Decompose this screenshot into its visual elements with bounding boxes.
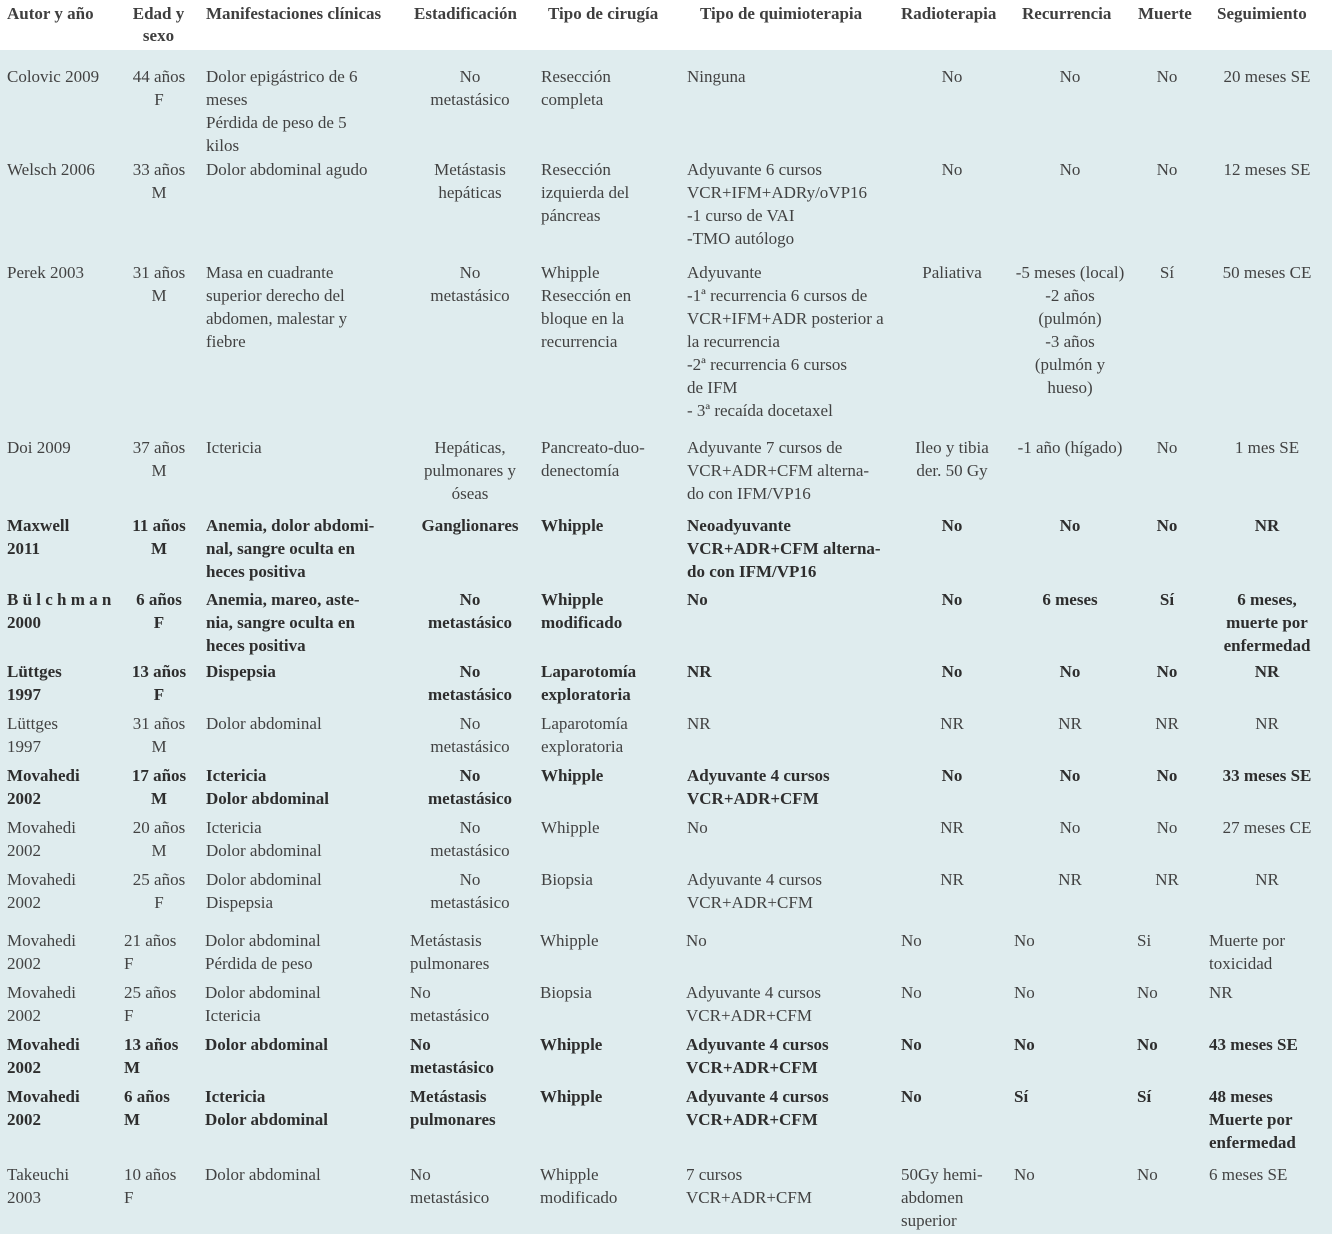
cell-edad: 11 años M — [132, 516, 186, 558]
cell-estadificacion: No metastásico — [430, 870, 510, 912]
cell-seguimiento: 20 meses SE — [1223, 67, 1311, 86]
cell-radioterapia: NR — [940, 818, 964, 837]
cell-manifestaciones: Ictericia Dolor abdominal — [206, 818, 322, 860]
cell-estadificacion: No metastásico — [430, 714, 510, 756]
cell-estadificacion: No metastásico — [410, 983, 490, 1025]
cell-recurrencia: NR — [1058, 714, 1082, 733]
cell-muerte: NR — [1155, 870, 1179, 889]
cell-muerte: No — [1156, 766, 1178, 785]
cell-quimioterapia: NR — [687, 714, 711, 733]
cell-estadificacion: No metastásico — [410, 1035, 495, 1077]
cell-radioterapia: 50Gy hemi- abdomen superior — [901, 1165, 983, 1230]
cell-edad: 25 años F — [124, 983, 177, 1025]
cell-estadificacion: Hepáticas, pulmonares y óseas — [423, 438, 517, 503]
cell-radioterapia: No — [941, 766, 963, 785]
cell-cirugia: Whipple — [541, 818, 600, 837]
cell-quimioterapia: Adyuvante 6 cursos VCR+IFM+ADRy/oVP16 -1 curso de VAI -TMO autólogo — [687, 160, 868, 248]
cell-manifestaciones: Dolor abdominal — [205, 1165, 321, 1184]
table-header — [0, 0, 1332, 50]
cell-muerte: No — [1156, 67, 1178, 86]
cell-seguimiento: 6 meses, muerte por enfermedad — [1223, 590, 1311, 655]
cell-recurrencia: No — [1059, 818, 1081, 837]
cell-estadificacion: Ganglionares — [421, 516, 519, 535]
cell-manifestaciones: Dolor abdominal agudo — [206, 160, 368, 179]
cell-estadificacion: No metastásico — [430, 263, 510, 305]
cell-cirugia: Resección izquierda del páncreas — [541, 160, 630, 225]
cell-cirugia: Resección completa — [541, 67, 611, 109]
header-estadificacion: Estadificación — [414, 4, 517, 23]
cell-recurrencia: No — [1059, 662, 1081, 681]
cell-autor: Perek 2003 — [7, 263, 84, 282]
cell-edad: 37 años M — [132, 438, 186, 480]
cell-muerte: Sí — [1137, 1087, 1152, 1106]
cell-quimioterapia: Neoadyuvante VCR+ADR+CFM alterna- do con IFM/VP16 — [687, 516, 881, 581]
cell-estadificacion: No metastásico — [427, 590, 513, 632]
cell-cirugia: Whipple — [540, 931, 599, 950]
cell-estadificacion: Metástasis pulmonares — [410, 1087, 496, 1129]
cell-manifestaciones: Dolor abdominal Ictericia — [205, 983, 321, 1025]
header-cirugia: Tipo de cirugía — [548, 4, 659, 23]
cell-radioterapia: No — [941, 160, 963, 179]
cell-radioterapia: No — [901, 983, 922, 1002]
cell-radioterapia: NR — [940, 870, 964, 889]
cell-autor: Colovic 2009 — [7, 67, 100, 86]
cell-radioterapia: No — [901, 1035, 922, 1054]
cell-edad: 21 años F — [124, 931, 177, 973]
cell-autor: Lüttges 1997 — [7, 714, 58, 756]
cell-manifestaciones: Anemia, mareo, aste- nia, sangre oculta en heces positiva — [206, 590, 360, 655]
cell-muerte: Sí — [1159, 590, 1175, 609]
cell-estadificacion: Metástasis hepáticas — [434, 160, 506, 202]
cell-muerte: Sí — [1159, 263, 1175, 282]
cell-manifestaciones: Ictericia — [206, 438, 262, 457]
cell-autor: Movahedi 2002 — [7, 983, 76, 1025]
cell-quimioterapia: Adyuvante 7 cursos de VCR+ADR+CFM alterna- do con IFM/VP16 — [687, 438, 870, 503]
cell-edad: 44 años F — [132, 67, 186, 109]
cell-muerte: No — [1156, 160, 1178, 179]
cell-seguimiento: Muerte por toxicidad — [1209, 931, 1286, 973]
cell-manifestaciones: Dispepsia — [206, 662, 276, 681]
cell-manifestaciones: Dolor epigástrico de 6 meses Pérdida de peso de 5 kilos — [206, 67, 358, 155]
cell-autor: Movahedi 2002 — [7, 931, 76, 973]
cell-recurrencia: No — [1059, 516, 1081, 535]
cell-recurrencia: No — [1059, 766, 1081, 785]
cell-radioterapia: Ileo y tibia der. 50 Gy — [915, 438, 989, 480]
cell-radioterapia: No — [941, 590, 963, 609]
cell-edad: 33 años M — [132, 160, 186, 202]
cell-cirugia: Whipple Resección en bloque en la recurrencia — [541, 263, 632, 351]
cell-seguimiento: 33 meses SE — [1222, 766, 1312, 785]
cell-autor: Lüttges 1997 — [7, 662, 62, 704]
cell-cirugia: Whipple — [540, 1087, 603, 1106]
cell-estadificacion: No metastásico — [427, 662, 513, 704]
cell-cirugia: Laparotomía exploratoria — [541, 662, 637, 704]
header-muerte: Muerte — [1138, 4, 1192, 23]
header-quimioterapia: Tipo de quimioterapia — [700, 4, 863, 23]
cell-muerte: No — [1137, 1035, 1158, 1054]
cell-quimioterapia: 7 cursos VCR+ADR+CFM — [686, 1165, 812, 1207]
cell-quimioterapia: NR — [687, 662, 712, 681]
cell-manifestaciones: Ictericia Dolor abdominal — [205, 1087, 328, 1129]
cell-muerte: No — [1156, 516, 1178, 535]
cell-recurrencia: Sí — [1014, 1087, 1029, 1106]
cell-estadificacion: Metástasis pulmonares — [410, 931, 490, 973]
cell-cirugia: Whipple modificado — [541, 590, 623, 632]
cell-edad: 25 años F — [132, 870, 186, 912]
cell-estadificacion: No metastásico — [430, 67, 510, 109]
cell-edad: 20 años M — [132, 818, 186, 860]
cell-seguimiento: NR — [1255, 714, 1279, 733]
cell-cirugia: Biopsia — [541, 870, 593, 889]
cell-manifestaciones: Masa en cuadrante superior derecho del abdomen, malestar y fiebre — [206, 263, 348, 351]
header-radioterapia: Radioterapia — [901, 4, 997, 23]
cell-muerte: No — [1137, 983, 1158, 1002]
cell-manifestaciones: Dolor abdominal Dispepsia — [206, 870, 322, 912]
cell-seguimiento: 6 meses SE — [1209, 1165, 1288, 1184]
cell-manifestaciones: Ictericia Dolor abdominal — [206, 766, 329, 808]
cell-seguimiento: NR — [1209, 983, 1233, 1002]
cell-seguimiento: 43 meses SE — [1209, 1035, 1298, 1054]
cell-muerte: Si — [1137, 931, 1152, 950]
cell-manifestaciones: Dolor abdominal Pérdida de peso — [205, 931, 321, 973]
cell-autor: Movahedi 2002 — [7, 818, 76, 860]
cell-quimioterapia: Adyuvante 4 cursos VCR+ADR+CFM — [686, 983, 822, 1025]
cell-radioterapia: NR — [940, 714, 964, 733]
cell-radioterapia: No — [941, 516, 963, 535]
cell-seguimiento: 1 mes SE — [1234, 438, 1300, 457]
header-edad: Edad y sexo — [132, 4, 185, 45]
cell-recurrencia: No — [1014, 1165, 1035, 1184]
cell-quimioterapia: No — [686, 931, 707, 950]
cell-seguimiento: 12 meses SE — [1223, 160, 1311, 179]
cell-muerte: No — [1137, 1165, 1158, 1184]
cell-muerte: NR — [1155, 714, 1179, 733]
cell-estadificacion: No metastásico — [410, 1165, 490, 1207]
cell-seguimiento: 48 meses Muerte por enfermedad — [1209, 1087, 1296, 1152]
cell-edad: 6 años M — [124, 1087, 170, 1129]
cell-autor: Takeuchi 2003 — [7, 1165, 70, 1207]
cell-muerte: No — [1156, 438, 1178, 457]
cell-muerte: No — [1156, 662, 1178, 681]
cell-recurrencia: No — [1014, 983, 1035, 1002]
cell-cirugia: Whipple — [541, 516, 604, 535]
cell-autor: Movahedi 2002 — [7, 1035, 80, 1077]
cell-edad: 31 años M — [132, 263, 186, 305]
cell-quimioterapia: Adyuvante 4 cursos VCR+ADR+CFM — [686, 1087, 829, 1129]
cell-manifestaciones: Dolor abdominal — [205, 1035, 328, 1054]
cell-seguimiento: NR — [1254, 516, 1280, 535]
header-autor: Autor y año — [7, 4, 94, 23]
cell-radioterapia: No — [941, 662, 963, 681]
cell-autor: Maxwell 2011 — [7, 516, 70, 558]
cell-edad: 17 años M — [131, 766, 187, 808]
cell-recurrencia: No — [1014, 1035, 1035, 1054]
cell-cirugia: Laparotomía exploratoria — [541, 714, 628, 756]
cell-cirugia: Whipple — [541, 766, 604, 785]
cell-recurrencia: -5 meses (local) -2 años (pulmón) -3 años (pulmón y hueso) — [1015, 263, 1125, 397]
header-recurrencia: Recurrencia — [1022, 4, 1112, 23]
cell-seguimiento: NR — [1254, 662, 1280, 681]
table-body — [0, 50, 1332, 1234]
cell-cirugia: Pancreato-duo- denectomía — [541, 438, 645, 480]
header-manifestaciones: Manifestaciones clínicas — [206, 4, 382, 23]
cell-cirugia: Biopsia — [540, 983, 592, 1002]
cell-edad: 31 años M — [132, 714, 186, 756]
cell-estadificacion: No metastásico — [427, 766, 513, 808]
cell-recurrencia: NR — [1058, 870, 1082, 889]
cell-autor: Welsch 2006 — [7, 160, 95, 179]
cell-cirugia: Whipple — [540, 1035, 603, 1054]
cell-autor: Doi 2009 — [7, 438, 71, 457]
cell-quimioterapia: No — [687, 818, 708, 837]
cell-seguimiento: 50 meses CE — [1222, 263, 1312, 282]
cell-quimioterapia: Adyuvante 4 cursos VCR+ADR+CFM — [686, 1035, 829, 1077]
cell-edad: 10 años F — [124, 1165, 177, 1207]
cell-quimioterapia: Adyuvante -1ª recurrencia 6 cursos de VCR+IFM+ADR posterior a la recurrencia -2ª recurrencia 6 cursos de IFM - 3ª recaída docetaxel — [687, 263, 884, 420]
cell-edad: 6 años F — [136, 590, 182, 632]
cell-autor: B ü l c h m a n 2000 — [7, 590, 112, 632]
cell-recurrencia: No — [1059, 67, 1081, 86]
cell-autor: Movahedi 2002 — [7, 766, 80, 808]
cell-muerte: No — [1156, 818, 1178, 837]
cell-quimioterapia: Ninguna — [687, 67, 746, 86]
cell-recurrencia: -1 año (hígado) — [1017, 438, 1123, 457]
cell-seguimiento: NR — [1255, 870, 1279, 889]
cell-manifestaciones: Anemia, dolor abdomi- nal, sangre oculta en heces positiva — [206, 516, 375, 581]
cell-manifestaciones: Dolor abdominal — [206, 714, 322, 733]
cell-recurrencia: No — [1014, 931, 1035, 950]
cell-radioterapia: No — [901, 931, 922, 950]
cell-quimioterapia: No — [687, 590, 708, 609]
cell-seguimiento: 27 meses CE — [1222, 818, 1312, 837]
cell-cirugia: Whipple modificado — [540, 1165, 618, 1207]
cell-estadificacion: No metastásico — [430, 818, 510, 860]
cell-recurrencia: No — [1059, 160, 1081, 179]
cell-quimioterapia: Adyuvante 4 cursos VCR+ADR+CFM — [687, 870, 823, 912]
cell-autor: Movahedi 2002 — [7, 1087, 80, 1129]
cell-radioterapia: No — [901, 1087, 922, 1106]
cell-radioterapia: No — [941, 67, 963, 86]
cell-recurrencia: 6 meses — [1042, 590, 1098, 609]
cell-edad: 13 años M — [124, 1035, 179, 1077]
cell-edad: 13 años F — [131, 662, 187, 704]
cell-quimioterapia: Adyuvante 4 cursos VCR+ADR+CFM — [687, 766, 830, 808]
header-seguimiento: Seguimiento — [1217, 4, 1307, 23]
cell-autor: Movahedi 2002 — [7, 870, 76, 912]
cell-radioterapia: Paliativa — [922, 263, 982, 282]
